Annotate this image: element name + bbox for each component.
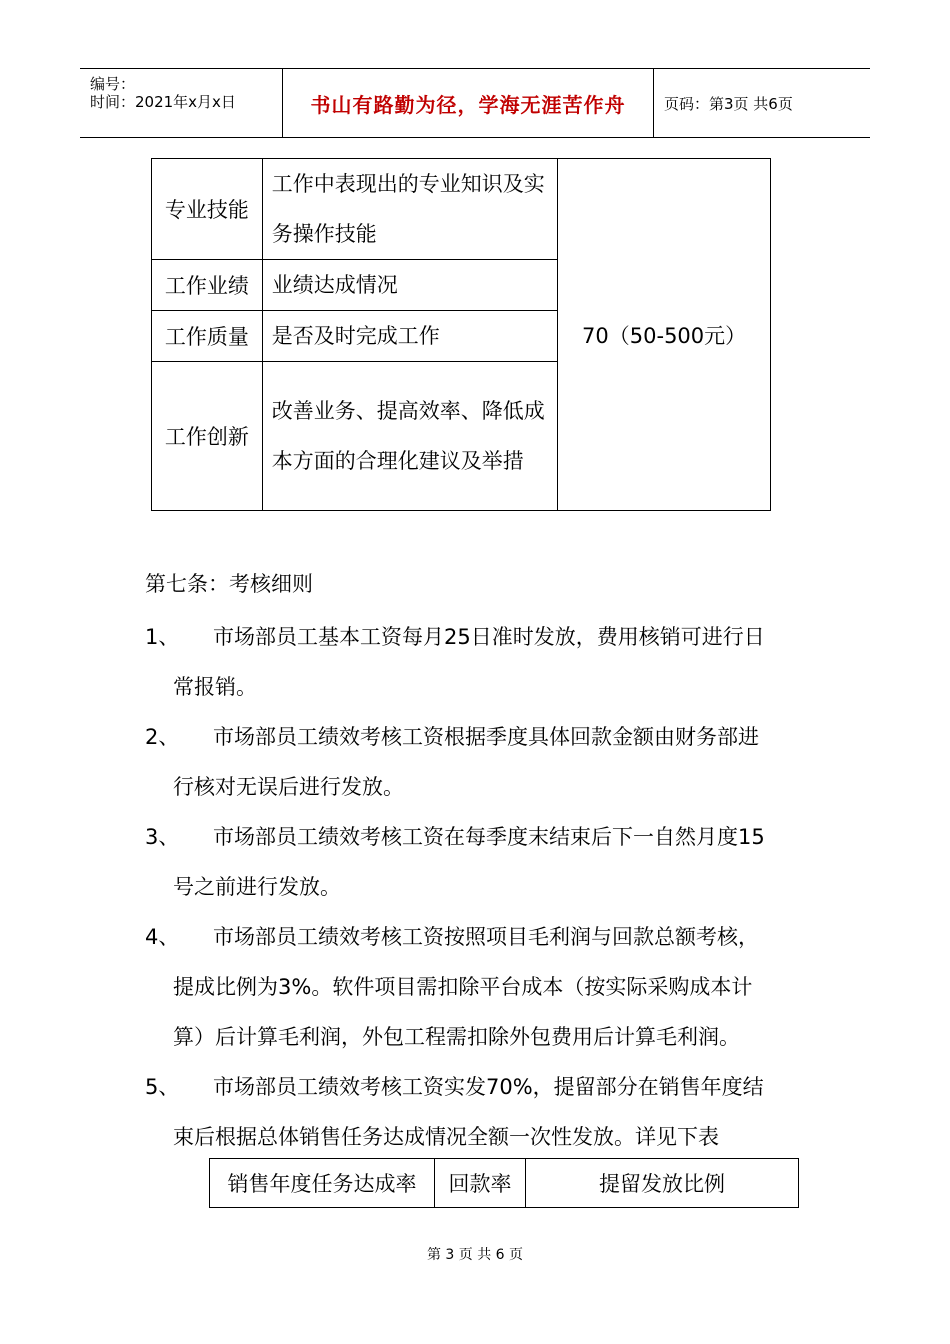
- item-text: 市场部员工绩效考核工资在每季度末结束后下一自然月度15: [213, 825, 765, 849]
- table-row: [152, 159, 771, 260]
- page-footer: 第 3 页 共 6 页: [426, 1247, 524, 1263]
- table-cell-item: 工作质量: [152, 311, 263, 362]
- page-header: [80, 68, 870, 138]
- time-label: 时间：2021年x月x日: [90, 93, 236, 111]
- header-page-cell: [654, 69, 870, 137]
- item-number: 2、: [145, 725, 180, 749]
- header-meta-cell: [80, 69, 283, 137]
- retention-table: [209, 1158, 799, 1208]
- table-cell-desc: 改善业务、提高效率、降低成本方面的合理化建议及举措: [262, 362, 558, 511]
- code-label: 编号：: [90, 75, 136, 93]
- table-header-cell: 提留发放比例: [526, 1159, 799, 1208]
- table-header-row: [210, 1159, 799, 1208]
- header-motto-cell: [283, 69, 654, 137]
- page-info: 页码：第3页 共6页: [664, 94, 793, 113]
- item-text-cont: 算）后计算毛利润，外包工程需扣除外包费用后计算毛利润。: [173, 1025, 740, 1049]
- item-number: 5、: [145, 1075, 180, 1099]
- table-cell-score: 70（50-500元）: [558, 159, 771, 511]
- section-title: 第七条：考核细则: [145, 572, 313, 596]
- table-cell-item: 工作业绩: [152, 260, 263, 311]
- item-text-cont: 常报销。: [173, 675, 257, 699]
- table-cell-desc: 工作中表现出的专业知识及实务操作技能: [262, 159, 558, 260]
- item-text-cont: 束后根据总体销售任务达成情况全额一次性发放。详见下表: [173, 1125, 719, 1149]
- table-cell-item: 专业技能: [152, 159, 263, 260]
- item-text-cont: 行核对无误后进行发放。: [173, 775, 404, 799]
- table-cell-desc: 是否及时完成工作: [262, 311, 558, 362]
- item-text-cont: 提成比例为3%。软件项目需扣除平台成本（按实际采购成本计: [173, 975, 753, 999]
- table-header-cell: 销售年度任务达成率: [210, 1159, 435, 1208]
- item-text-cont: 号之前进行发放。: [173, 875, 341, 899]
- item-text: 市场部员工绩效考核工资按照项目毛利润与回款总额考核，: [213, 925, 759, 949]
- score-table: [151, 158, 771, 511]
- item-number: 1、: [145, 625, 180, 649]
- table-cell-desc: 业绩达成情况: [262, 260, 558, 311]
- item-number: 3、: [145, 825, 180, 849]
- item-text: 市场部员工绩效考核工资实发70%，提留部分在销售年度结: [213, 1075, 764, 1099]
- item-number: 4、: [145, 925, 180, 949]
- table-cell-item: 工作创新: [152, 362, 263, 511]
- item-text: 市场部员工基本工资每月25日准时发放，费用核销可进行日: [213, 625, 765, 649]
- motto: 书山有路勤为径，学海无涯苦作舟: [310, 92, 626, 117]
- table-header-cell: 回款率: [435, 1159, 526, 1208]
- item-text: 市场部员工绩效考核工资根据季度具体回款金额由财务部进: [213, 725, 759, 749]
